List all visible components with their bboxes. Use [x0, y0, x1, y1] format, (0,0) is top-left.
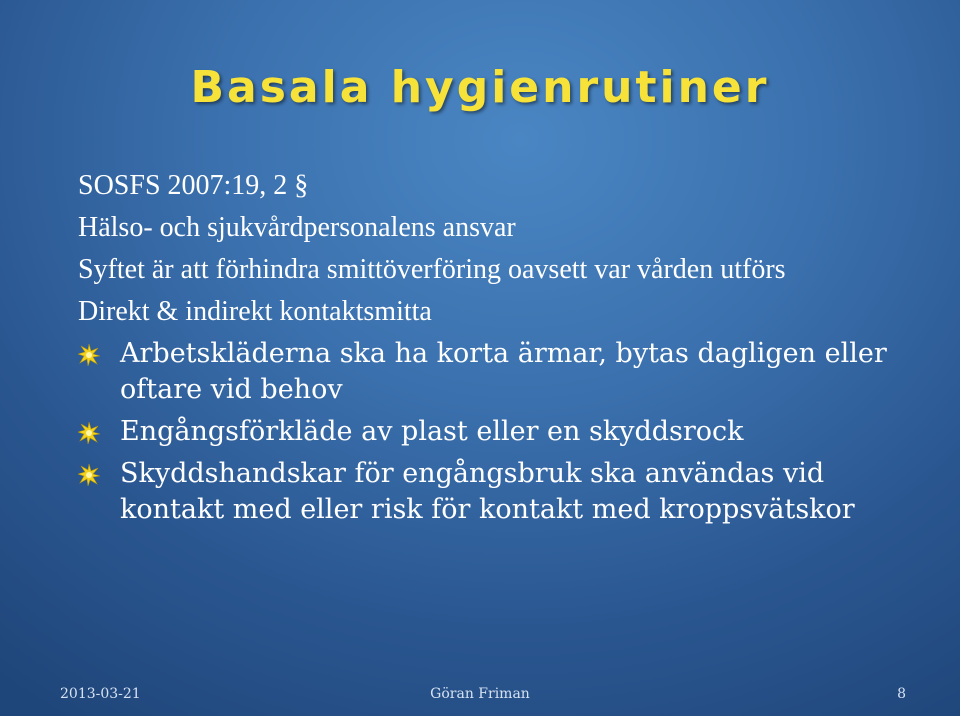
starburst-icon	[78, 344, 100, 366]
footer-date: 2013-03-21	[60, 686, 141, 702]
text-line-kontaktsmitta: Direkt & indirekt kontaktsmitta	[78, 296, 432, 327]
bullet-text: Arbetskläderna ska ha korta ärmar, bytas dagligen eller oftare vid behov	[120, 338, 887, 405]
footer-author: Göran Friman	[430, 686, 530, 702]
slide-footer	[0, 682, 960, 708]
page-number: 8	[897, 686, 906, 702]
text-line-sosfs: SOSFS 2007:19, 2 §	[78, 170, 309, 201]
bullet-item-forklade	[78, 414, 918, 450]
bullet-item-arbetsklader	[78, 336, 918, 408]
text-line-ansvar: Hälso- och sjukvårdpersonalens ansvar	[78, 212, 516, 243]
text-line-syftet: Syftet är att förhindra smittöverföring oavsett var vården utförs	[78, 254, 786, 285]
starburst-icon	[78, 422, 100, 444]
slide-content	[78, 168, 918, 528]
bullet-item-handskar	[78, 456, 918, 528]
bullet-text: Engångsförkläde av plast eller en skyddsrock	[120, 416, 744, 447]
bullet-text: Skyddshandskar för engångsbruk ska användas vid kontakt med eller risk för kontakt med kroppsvätskor	[120, 458, 855, 525]
slide-title: Basala hygienrutiner	[190, 62, 770, 113]
starburst-icon	[78, 464, 100, 486]
